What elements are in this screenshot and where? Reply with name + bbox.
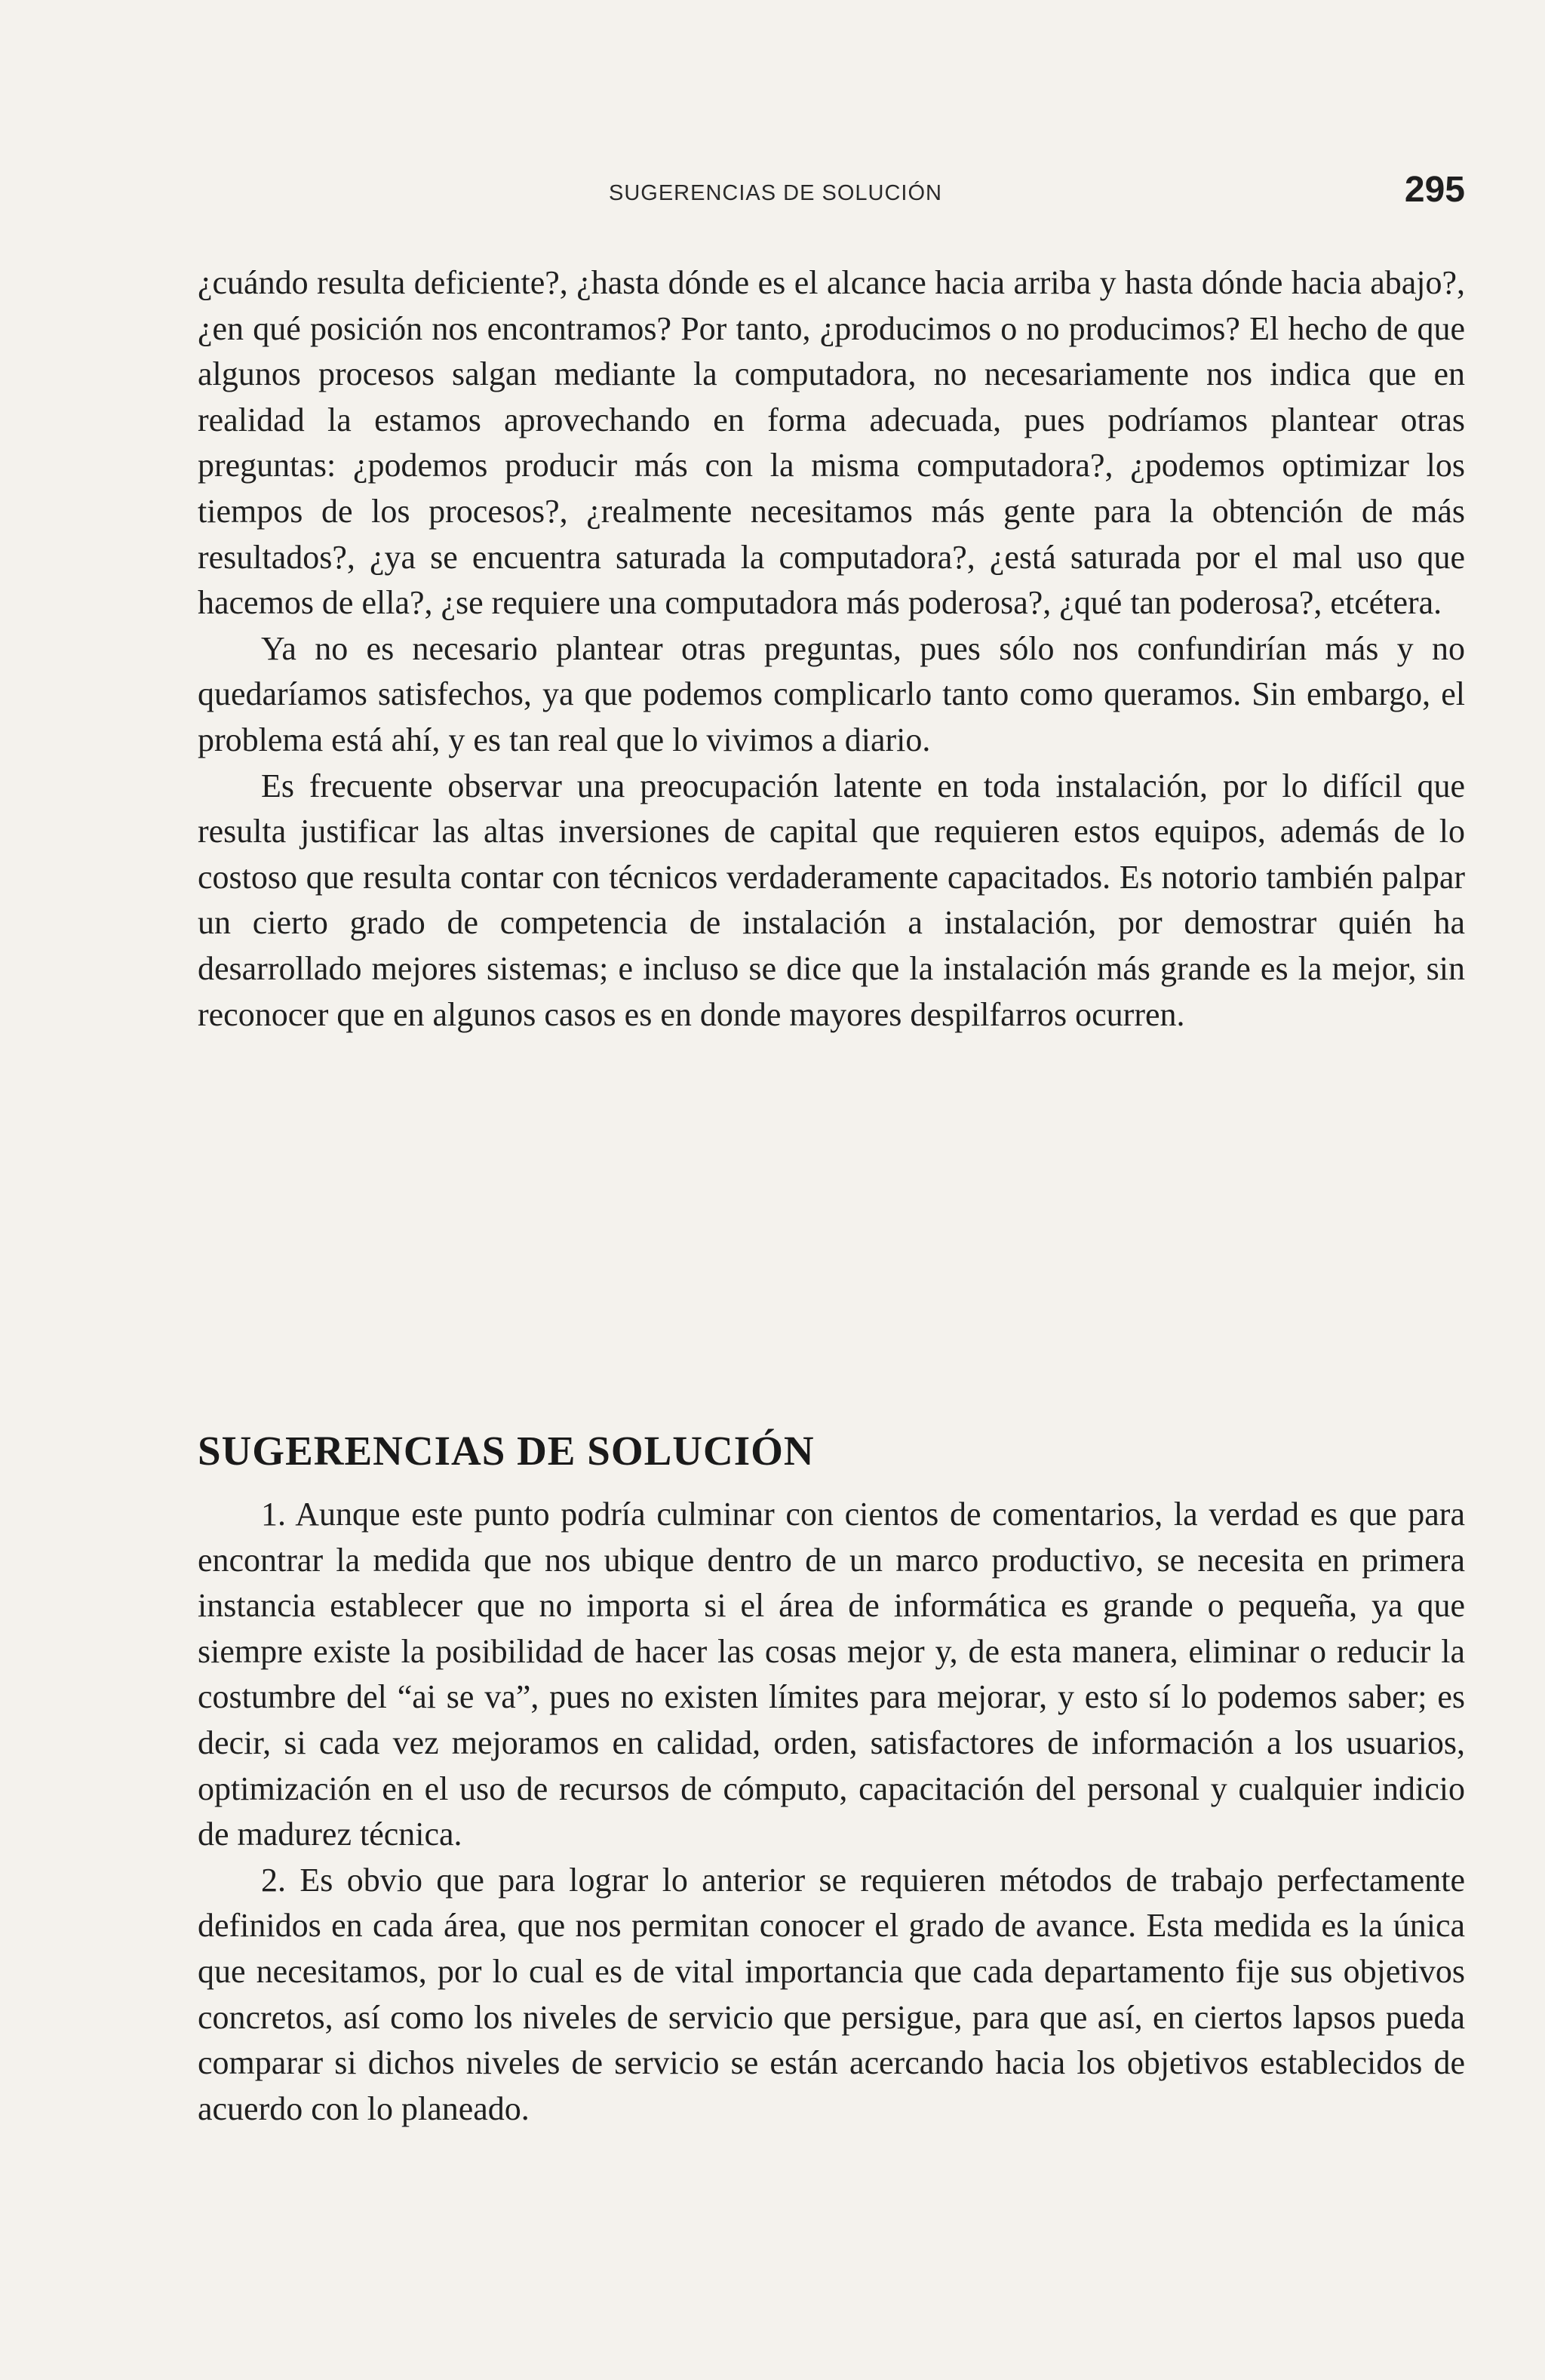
- suggestion-item: 2. Es obvio que para lograr lo anterior se requieren métodos de trabajo perfectamente definidos en cada área, que nos permitan conocer el grado de avance. Esta medida es la única que necesitamos, por lo cual es de vital importancia que cada departamento fije sus objetivos concretos, así como los niveles de servicio que persigue, para que así, en ciertos lapsos pueda comparar si dichos niveles de servicio se están acercando hacia los objetivos establecidos de acuerdo con lo planeado.: [198, 1861, 1465, 2127]
- running-header: [198, 170, 1465, 220]
- suggestion-item: 1. Aunque este punto podría culminar con cientos de comentarios, la verdad es que para encontrar la medida que nos ubique dentro de un marco productivo, se necesita en primera instancia establecer que no importa si el área de informática es grande o pequeña, ya que siempre existe la posibilidad de hacer las cosas mejor y, de esta manera, eliminar o reducir la costumbre del “ai se va”, pues no existen límites para mejorar, y esto sí lo podemos saber; es decir, si cada vez mejoramos en calidad, orden, satisfactores de información a los usuarios, optimización en el uso de recursos de cómputo, capacitación del personal y cualquier indicio de madurez técnica.: [198, 1496, 1465, 1853]
- running-title: SUGERENCIAS DE SOLUCIÓN: [609, 181, 942, 205]
- body-text: [198, 260, 1465, 1038]
- paragraph: Ya no es necesario plantear otras preguntas, pues sólo nos confundirían más y no quedaríamos satisfechos, ya que podemos complicarlo tanto como queramos. Sin embargo, el problema está ahí, y es tan real que lo vivimos a diario.: [198, 629, 1465, 758]
- paragraph-continuation: ¿cuándo resulta deficiente?, ¿hasta dónde es el alcance hacia arriba y hasta dónde hacia abajo?, ¿en qué posición nos encontramos? Por tanto, ¿producimos o no producimos? El hecho de que algunos procesos salgan mediante la computadora, no necesariamente nos indica que en realidad la estamos aprovechando en forma adecuada, pues podríamos plantear otras preguntas: ¿podemos producir más con la misma computadora?, ¿podemos optimizar los tiempos de los procesos?, ¿realmente necesitamos más gente para la obtención de más resultados?, ¿ya se encuentra saturada la computadora?, ¿está saturada por el mal uso que hacemos de ella?, ¿se requiere una computadora más poderosa?, ¿qué tan poderosa?, etcétera.: [198, 264, 1465, 622]
- paragraph: Es frecuente observar una preocupación latente en toda instalación, por lo difícil que resulta justificar las altas inversiones de capital que requieren estos equipos, además de lo costoso que resulta contar con técnicos verdaderamente capacitados. Es notorio también palpar un cierto grado de competencia de instalación a instalación, por demostrar quién ha desarrollado mejores sistemas; e incluso se dice que la instalación más grande es la mejor, sin reconocer que en algunos casos es en donde mayores despilfarros ocurren.: [198, 767, 1465, 1033]
- page-number: 295: [1404, 170, 1465, 210]
- section-heading: SUGERENCIAS DE SOLUCIÓN: [198, 1427, 815, 1474]
- suggestions-list: [198, 1492, 1465, 2132]
